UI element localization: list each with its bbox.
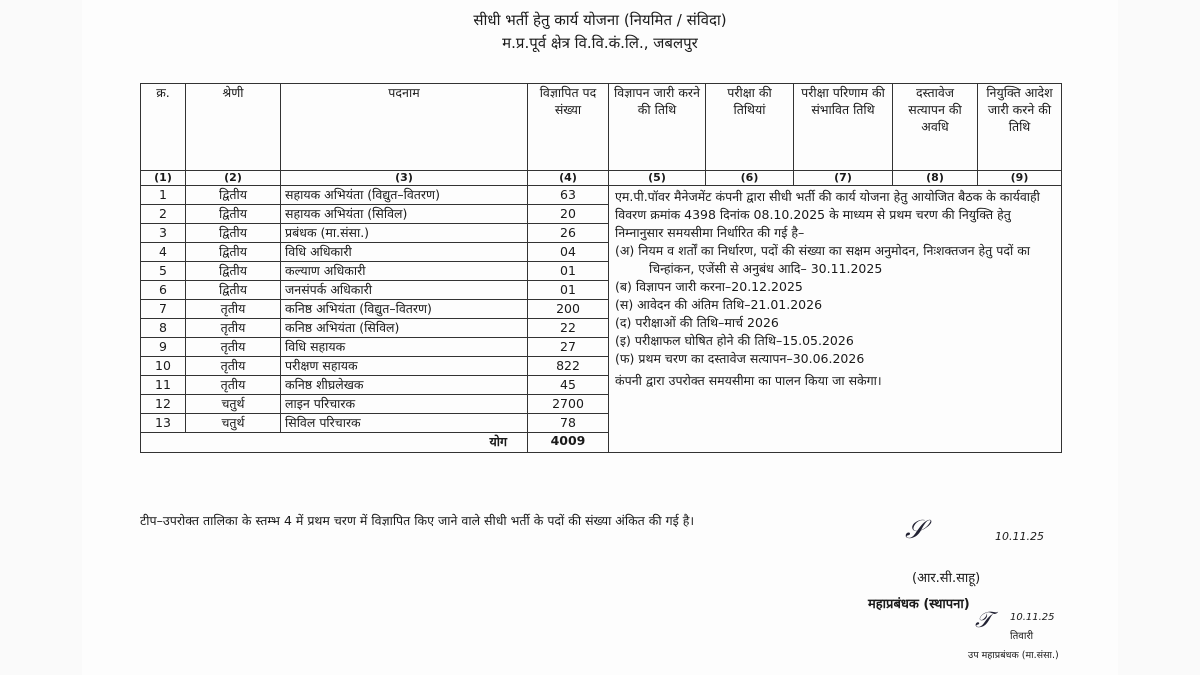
table-cell: तृतीय bbox=[186, 300, 281, 319]
timeline-item: (ब) विज्ञापन जारी करना–20.12.2025 bbox=[615, 279, 803, 294]
column-header: पदनाम bbox=[281, 84, 528, 171]
table-cell: 8 bbox=[141, 319, 186, 338]
table-cell: द्वितीय bbox=[186, 224, 281, 243]
table-row bbox=[141, 186, 1062, 205]
table-cell: 13 bbox=[141, 414, 186, 433]
timeline-item: (द) परीक्षाओं की तिथि–मार्च 2026 bbox=[615, 315, 779, 330]
table-cell: द्वितीय bbox=[186, 205, 281, 224]
table-cell: 04 bbox=[528, 243, 609, 262]
table-cell: 27 bbox=[528, 338, 609, 357]
table-cell: 6 bbox=[141, 281, 186, 300]
signature-2-date: 10.11.25 bbox=[1010, 612, 1055, 623]
timeline-item: (फ) प्रथम चरण का दस्तावेज सत्यापन–30.06.2026 bbox=[615, 351, 865, 366]
table-cell: तृतीय bbox=[186, 338, 281, 357]
column-number: (8) bbox=[893, 171, 978, 186]
note-intro: एम.पी.पॉवर मैनेजमेंट कंपनी द्वारा सीधी भर्ती की कार्य योजना हेतु आयोजित बैठक के कार्यवाही विवरण क्रमांक 4398 दिनांक 08.10.2025 के माध्यम से प्रथम चरण की नियुक्ति हेतु निम्नानुसार समयसीमा निर्धारित की गई है– bbox=[615, 189, 1040, 240]
table-cell: 11 bbox=[141, 376, 186, 395]
signature-2: 𝒯 bbox=[975, 608, 992, 633]
table-cell: द्वितीय bbox=[186, 186, 281, 205]
table-cell: 01 bbox=[528, 281, 609, 300]
signatory-2-name: तिवारी bbox=[1010, 631, 1034, 642]
table-cell: लाइन परिचारक bbox=[281, 395, 528, 414]
table-cell: 22 bbox=[528, 319, 609, 338]
column-number: (1) bbox=[141, 171, 186, 186]
total-label: योग bbox=[141, 433, 528, 453]
signature-1-date: 10.11.25 bbox=[995, 530, 1044, 543]
timeline-item: (इ) परीक्षाफल घोषित होने की तिथि–15.05.2026 bbox=[615, 333, 854, 348]
note-closing: कंपनी द्वारा उपरोक्त समयसीमा का पालन किया जा सकेगा। bbox=[615, 373, 882, 388]
column-number: (5) bbox=[609, 171, 706, 186]
column-number: (9) bbox=[978, 171, 1062, 186]
column-header: विज्ञापन जारी करने की तिथि bbox=[609, 84, 706, 171]
table-cell: 12 bbox=[141, 395, 186, 414]
column-number: (2) bbox=[186, 171, 281, 186]
column-header: नियुक्ति आदेश जारी करने की तिथि bbox=[978, 84, 1062, 171]
table-cell: 78 bbox=[528, 414, 609, 433]
table-cell: सिविल परिचारक bbox=[281, 414, 528, 433]
table-cell: 2700 bbox=[528, 395, 609, 414]
total-value: 4009 bbox=[528, 433, 609, 453]
signatory-1-designation: महाप्रबंधक (स्थापना) bbox=[868, 597, 970, 612]
table-cell: परीक्षण सहायक bbox=[281, 357, 528, 376]
table-cell: 45 bbox=[528, 376, 609, 395]
table-cell: तृतीय bbox=[186, 357, 281, 376]
table-cell: कनिष्ठ अभियंता (विद्युत–वितरण) bbox=[281, 300, 528, 319]
table-cell: तृतीय bbox=[186, 319, 281, 338]
column-header: परीक्षा परिणाम की संभावित तिथि bbox=[794, 84, 893, 171]
table-cell: द्वितीय bbox=[186, 262, 281, 281]
column-number: (4) bbox=[528, 171, 609, 186]
table-cell: 7 bbox=[141, 300, 186, 319]
table-cell: 01 bbox=[528, 262, 609, 281]
document-title: सीधी भर्ती हेतु कार्य योजना (नियमित / संविदा) bbox=[473, 11, 727, 29]
table-cell: सहायक अभियंता (विद्युत–वितरण) bbox=[281, 186, 528, 205]
table-cell: चतुर्थ bbox=[186, 395, 281, 414]
timeline-item: (स) आवेदन की अंतिम तिथि–21.01.2026 bbox=[615, 297, 823, 312]
table-cell: कनिष्ठ अभियंता (सिविल) bbox=[281, 319, 528, 338]
column-number: (3) bbox=[281, 171, 528, 186]
table-cell: 200 bbox=[528, 300, 609, 319]
column-header: परीक्षा की तिथियां bbox=[706, 84, 794, 171]
table-cell: विधि अधिकारी bbox=[281, 243, 528, 262]
organization-name: म.प्र.पूर्व क्षेत्र वि.वि.कं.लि., जबलपुर bbox=[502, 34, 698, 52]
table-cell: सहायक अभियंता (सिविल) bbox=[281, 205, 528, 224]
table-cell: 3 bbox=[141, 224, 186, 243]
table-cell: चतुर्थ bbox=[186, 414, 281, 433]
table-cell: द्वितीय bbox=[186, 243, 281, 262]
column-header: दस्तावेज सत्यापन की अवधि bbox=[893, 84, 978, 171]
table-cell: प्रबंधक (मा.संसा.) bbox=[281, 224, 528, 243]
recruitment-plan-table bbox=[140, 83, 1062, 453]
table-cell: 20 bbox=[528, 205, 609, 224]
column-header: विज्ञापित पद संख्या bbox=[528, 84, 609, 171]
timeline-item: (अ) नियम व शर्तों का निर्धारण, पदों की संख्या का सक्षम अनुमोदन, निःशक्तजन हेतु पदों का चिन्हांकन, एजेंसी से अनुबंध आदि– 30.11.2025 bbox=[615, 243, 1031, 276]
table-cell: 2 bbox=[141, 205, 186, 224]
column-number: (7) bbox=[794, 171, 893, 186]
column-number: (6) bbox=[706, 171, 794, 186]
table-cell: कल्याण अधिकारी bbox=[281, 262, 528, 281]
table-cell: जनसंपर्क अधिकारी bbox=[281, 281, 528, 300]
table-cell: 822 bbox=[528, 357, 609, 376]
timeline-note bbox=[609, 186, 1062, 453]
footnote: टीप–उपरोक्त तालिका के स्तम्भ 4 में प्रथम चरण में विज्ञापित किए जाने वाले सीधी भर्ती के पदों की संख्या अंकित की गई है। bbox=[140, 513, 695, 528]
table-cell: 63 bbox=[528, 186, 609, 205]
table-cell: द्वितीय bbox=[186, 281, 281, 300]
table-cell: कनिष्ठ शीघ्रलेखक bbox=[281, 376, 528, 395]
table-cell: 5 bbox=[141, 262, 186, 281]
column-header: श्रेणी bbox=[186, 84, 281, 171]
table-cell: 9 bbox=[141, 338, 186, 357]
table-cell: विधि सहायक bbox=[281, 338, 528, 357]
table-cell: 10 bbox=[141, 357, 186, 376]
column-header: क्र. bbox=[141, 84, 186, 171]
table-cell: 4 bbox=[141, 243, 186, 262]
signatory-2-designation: उप महाप्रबंधक (मा.संसा.) bbox=[968, 650, 1059, 661]
table-cell: तृतीय bbox=[186, 376, 281, 395]
table-cell: 26 bbox=[528, 224, 609, 243]
signature-1: 𝒮 bbox=[905, 515, 926, 545]
table-cell: 1 bbox=[141, 186, 186, 205]
signatory-1-name: (आर.सी.साहू) bbox=[912, 571, 981, 586]
